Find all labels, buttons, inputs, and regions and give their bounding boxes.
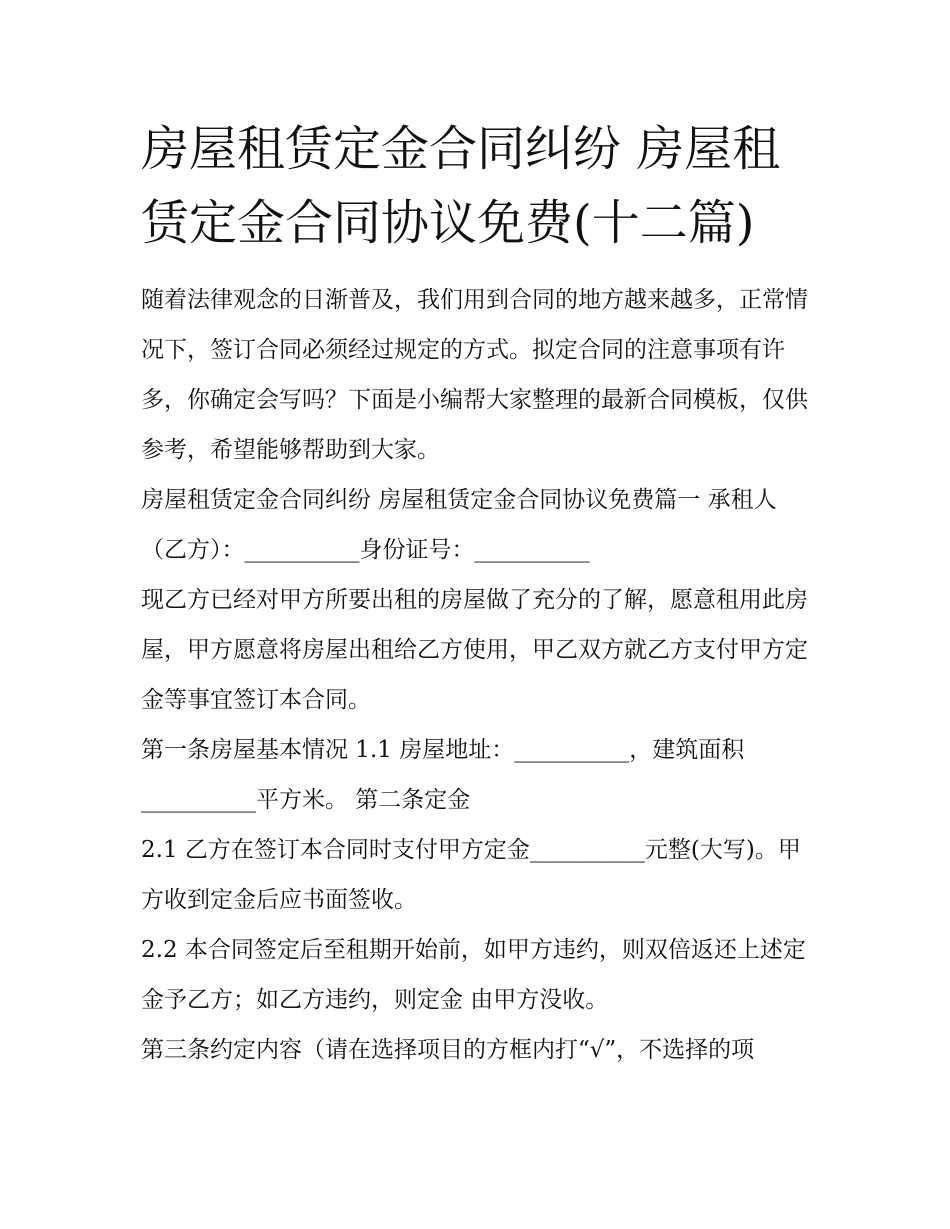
lessee-info-paragraph: 房屋租赁定金合同纠纷 房屋租赁定金合同协议免费篇一 承租人（乙方）：__________身份证号：__________ [141,487,777,563]
agreement-paragraph: 现乙方已经对甲方所要出租的房屋做了充分的了解，愿意租用此房屋，甲方愿意将房屋出租给乙方使用，甲乙双方就乙方支付甲方定金等事宜签订本合同。 [141,587,808,713]
document-title: 房屋租赁定金合同纠纷 房屋租赁定金合同协议免费(十二篇) [141,121,781,251]
article-one-paragraph: 第一条房屋基本情况 1.1 房屋地址：__________，建筑面积__________平方米。 第二条定金 [141,737,745,813]
clause-2-1-paragraph: 2.1 乙方在签订本合同时支付甲方定金__________元整(大写)。甲方收到定金后应书面签收。 [141,837,801,913]
clause-2-2-paragraph: 2.2 本合同签定后至租期开始前，如甲方违约，则双倍返还上述定金予乙方；如乙方违约，则定金 由甲方没收。 [141,937,806,1013]
intro-paragraph: 随着法律观念的日渐普及，我们用到合同的地方越来越多，正常情况下，签订合同必须经过规定的方式。拟定合同的注意事项有许多，你确定会写吗？下面是小编帮大家整理的最新合同模板，仅供参考，希望能够帮助到大家。 [141,287,808,463]
article-three-paragraph: 第三条约定内容（请在选择项目的方框内打“√”，不选择的项 [141,1037,755,1063]
